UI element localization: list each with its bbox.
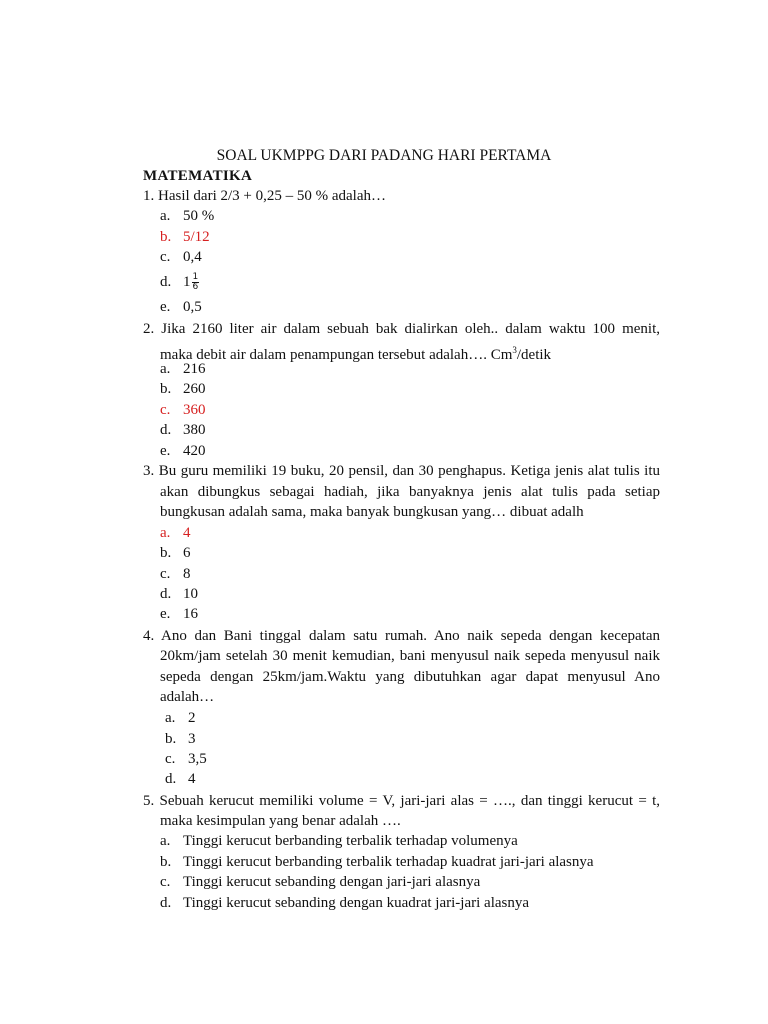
question-4-text-cont-1: 20km/jam setelah 30 menit kemudian, bani menyusul naik sepeda menyusul naik [160, 648, 660, 664]
question-4-text-cont-2: sepeda dengan 25km/jam.Waktu yang dibutuhkan agar dapat menyusul Ano [160, 669, 660, 685]
question-5-text: 5. Sebuah kerucut memiliki volume = V, jari-jari alas = …., dan tinggi kerucut = t, [143, 793, 660, 809]
question-5-option-c: c. Tinggi kerucut sebanding dengan jari-jari alasnya [160, 874, 481, 890]
question-3-text-cont-2: bungkusan adalah sama, maka banyak bungkusan yang… dibuat adalh [160, 504, 584, 520]
question-3-option-a-answer: a. 4 [160, 525, 191, 541]
question-5-option-a: a. Tinggi kerucut berbanding terbalik terhadap volumenya [160, 833, 518, 849]
question-1-option-b-answer: b. 5/12 [160, 229, 210, 245]
question-1-option-a: a. 50 % [160, 208, 215, 224]
question-2-option-e: e. 420 [160, 443, 206, 459]
question-4-option-a: a. 2 [165, 710, 196, 726]
question-2-text: 2. Jika 2160 liter air dalam sebuah bak dialirkan oleh.. dalam waktu 100 menit, [143, 321, 660, 337]
document-title: SOAL UKMPPG DARI PADANG HARI PERTAMA [216, 147, 552, 164]
question-4-text-cont-3: adalah… [160, 689, 215, 705]
question-4-option-b: b. 3 [165, 731, 196, 747]
question-2-option-d: d. 380 [160, 422, 206, 438]
question-2-option-b: b. 260 [160, 381, 206, 397]
question-3-option-e: e. 16 [160, 606, 198, 622]
subject-heading: MATEMATIKA [143, 168, 253, 184]
question-3-text: 3. Bu guru memiliki 19 buku, 20 pensil, dan 30 penghapus. Ketiga jenis alat tulis itu [143, 463, 660, 479]
question-1-text: 1. Hasil dari 2/3 + 0,25 – 50 % adalah… [143, 188, 386, 204]
question-3-option-b: b. 6 [160, 545, 191, 561]
question-5-option-d: d. Tinggi kerucut sebanding dengan kuadrat jari-jari alasnya [160, 895, 530, 911]
question-2-option-a: a. 216 [160, 361, 206, 377]
question-2-text-cont: maka debit air dalam penampungan tersebut adalah…. Cm$^3$/detik [160, 345, 552, 363]
question-1-option-d: d. 1 $\frac{1}{6}$ [160, 272, 199, 293]
question-5-text-cont: maka kesimpulan yang benar adalah …. [160, 813, 401, 829]
question-1-option-c: c. 0,4 [160, 249, 202, 265]
question-5-option-b: b. Tinggi kerucut berbanding terbalik terhadap kuadrat jari-jari alasnya [160, 854, 594, 870]
question-4-text: 4. Ano dan Bani tinggal dalam satu rumah. Ano naik sepeda dengan kecepatan [143, 628, 660, 644]
mixed-fraction: $\frac{1}{6}$ [192, 272, 199, 293]
question-2-option-c-answer: c. 360 [160, 402, 206, 418]
question-1-option-e: e. 0,5 [160, 299, 202, 315]
question-3-text-cont-1: akan dibungkus sebagai hadiah, jika banyaknya jenis alat tulis pada setiap [160, 484, 660, 500]
question-3-option-d: d. 10 [160, 586, 198, 602]
question-4-option-d: d. 4 [165, 771, 196, 787]
question-4-option-c: c. 3,5 [165, 751, 207, 767]
question-3-option-c: c. 8 [160, 566, 191, 582]
